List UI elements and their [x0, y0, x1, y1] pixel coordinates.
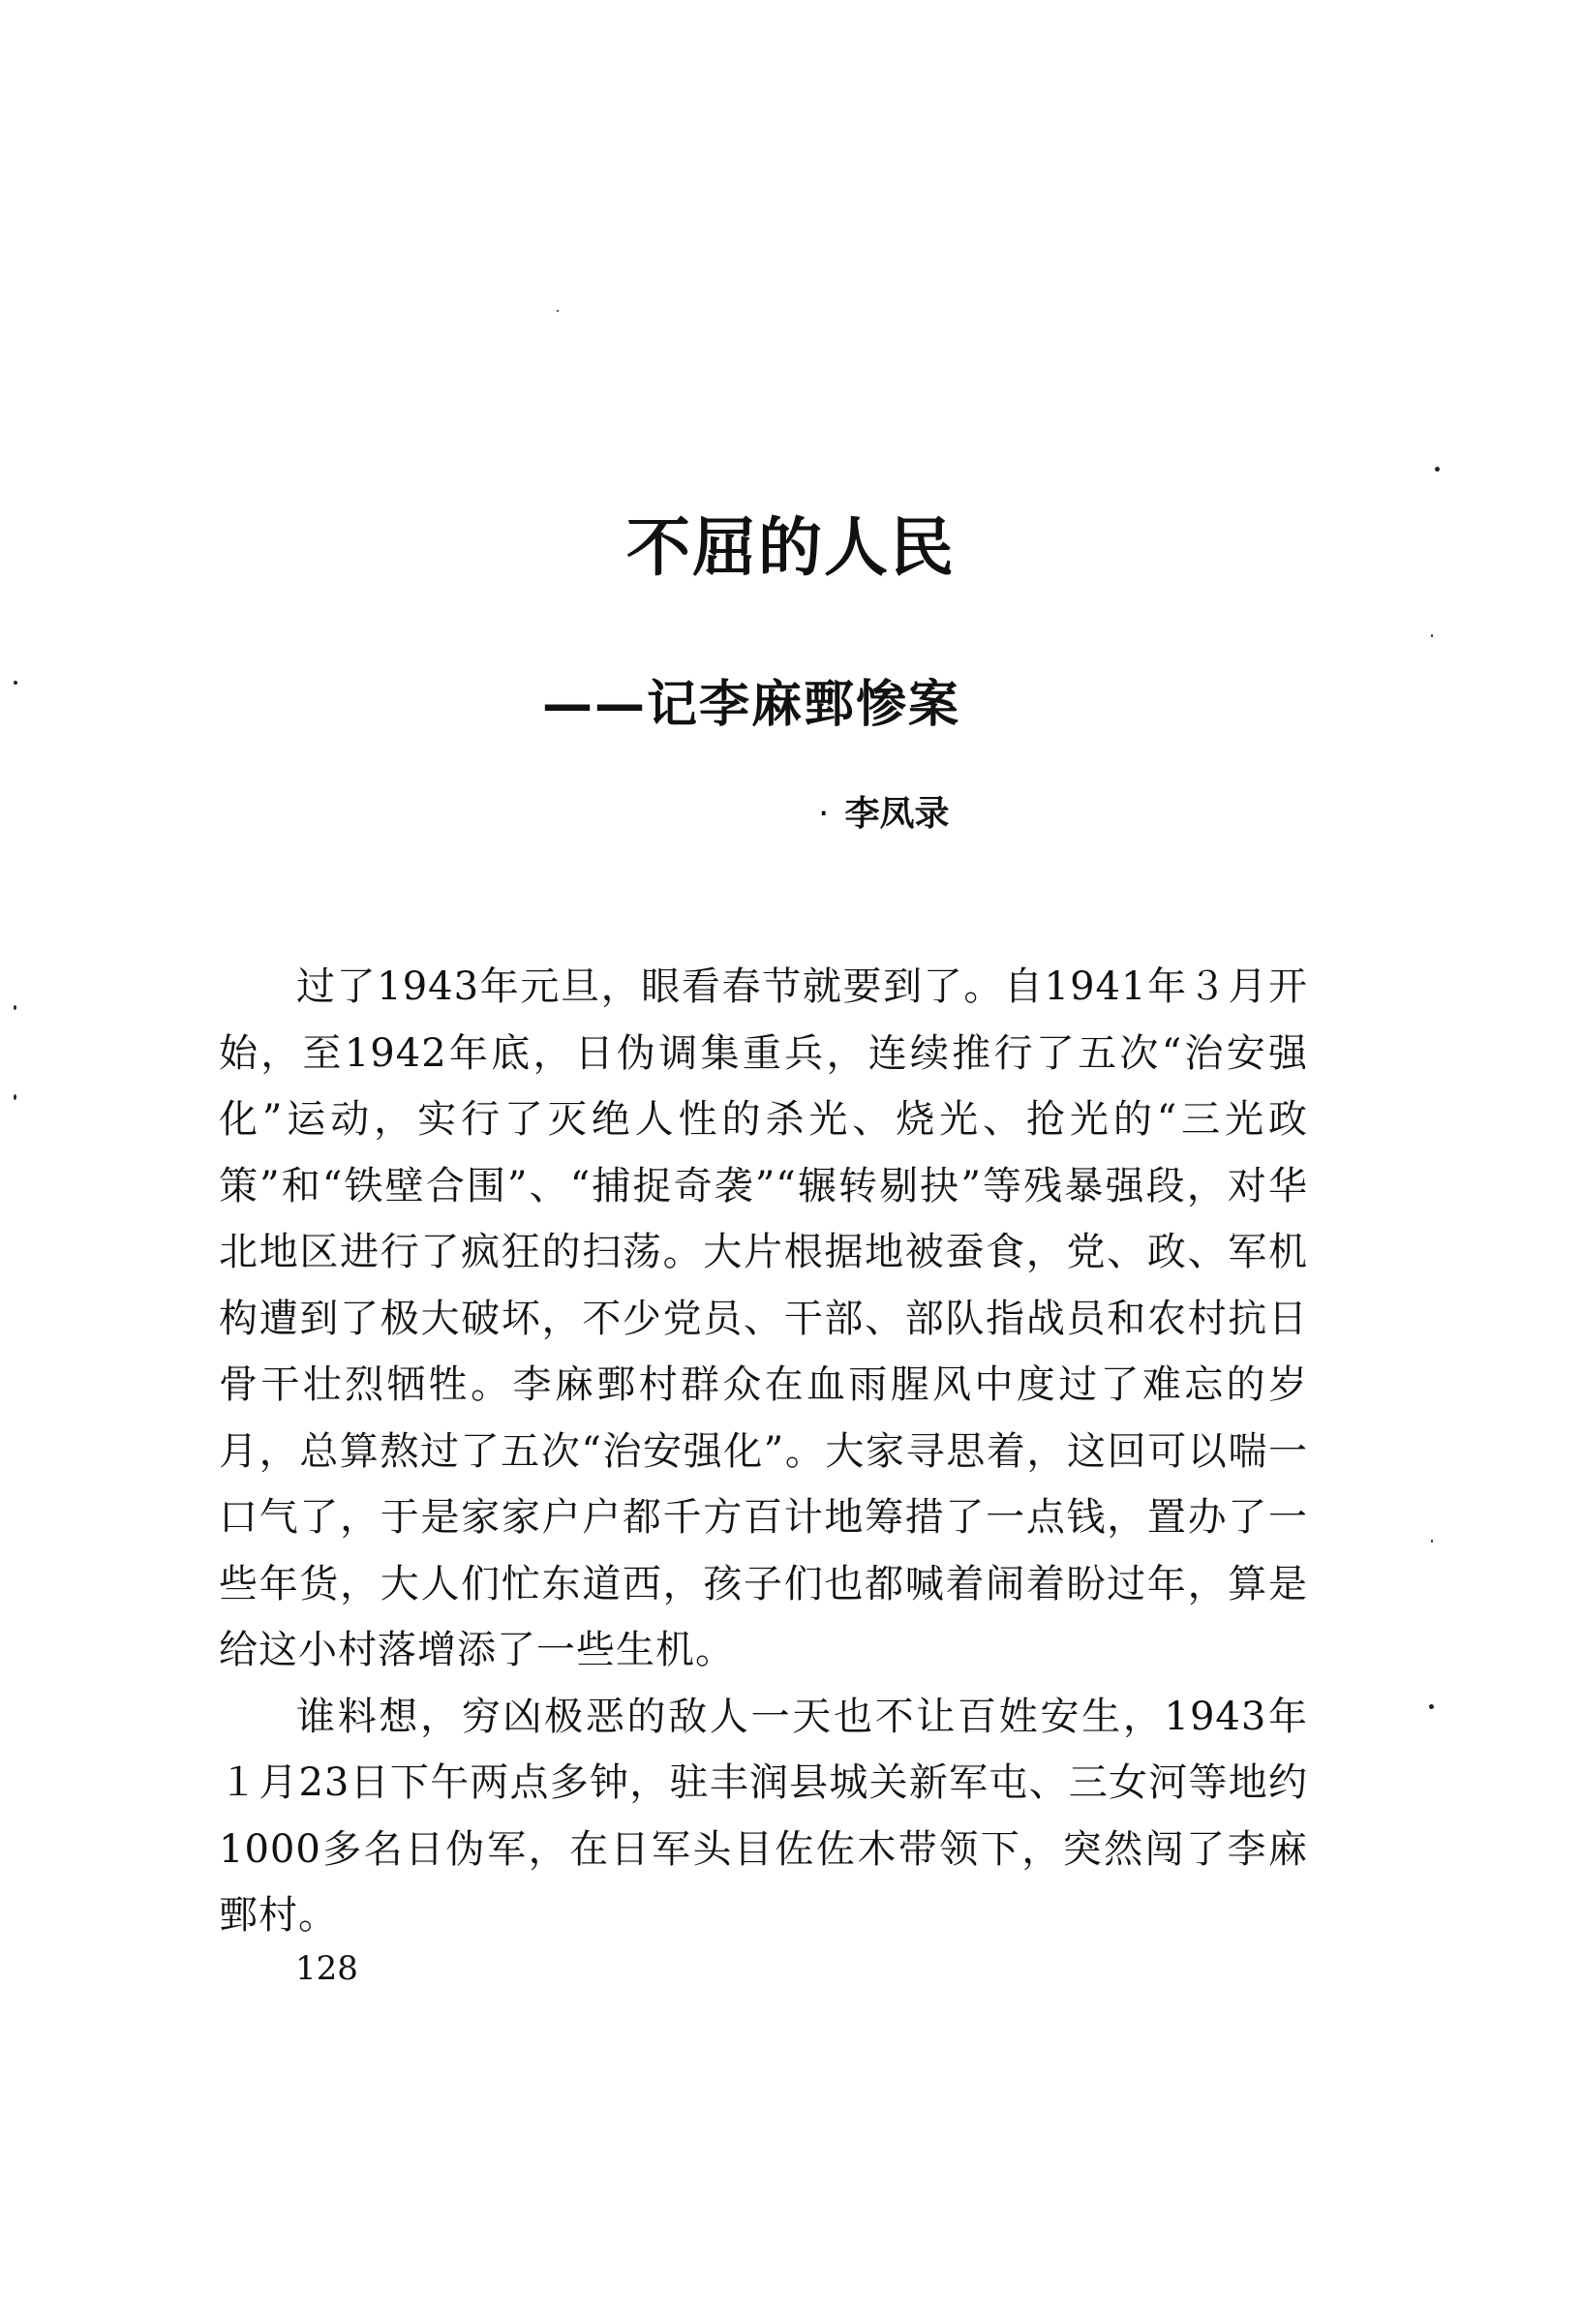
article-subtitle: ——记李麻鄄惨案 — [542, 676, 961, 734]
scan-speck — [14, 681, 17, 685]
author-marker: · — [818, 794, 830, 834]
scan-speck — [14, 1005, 16, 1010]
author-line — [818, 786, 949, 836]
scan-speck — [1431, 1540, 1433, 1543]
paragraph: 谁料想，穷凶极恶的敌人一天也不让百姓安生，1943年１月23日下午两点多钟，驻丰润县城关新军屯、三女河等地约1000多名日伪军，在日军头目佐佐木带领下，突然闯了李麻鄄村。 — [219, 1694, 1308, 1938]
article-body — [219, 954, 1308, 1949]
paragraph: 过了1943年元旦，眼看春节就要到了。自1941年３月开始，至1942年底，日伪调集重兵，连续推行了五次“治安强化”运动，实行了灭绝人性的杀光、烧光、抢光的“三光政策”和“铁壁合围”、“捕捉奇袭”“辗转剔抉”等残暴强段，对华北地区进行了疯狂的扫荡。大片根据地被蚕食，党、政、军机构遭到了极大破坏，不少党员、干部、部队指战员和农村抗日骨干壮烈牺牲。李麻鄄村群众在血雨腥风中度过了难忘的岁月，总算熬过了五次“治安强化”。大家寻思着，这回可以喘一口气了，于是家家户户都千方百计地筹措了一点钱，置办了一些年货，大人们忙东道西，孩子们也都喊着闹着盼过年，算是给这小村落增添了一些生机。 — [219, 964, 1308, 1672]
page-number: 128 — [295, 1949, 358, 1988]
author-name: 李凤录 — [844, 794, 950, 834]
article-title: 不屈的人民 — [626, 510, 956, 585]
scan-speck — [1431, 634, 1433, 637]
scan-speck — [557, 310, 559, 312]
scan-speck — [1435, 467, 1440, 472]
scan-speck — [1429, 1704, 1434, 1709]
scan-speck — [14, 1094, 16, 1100]
